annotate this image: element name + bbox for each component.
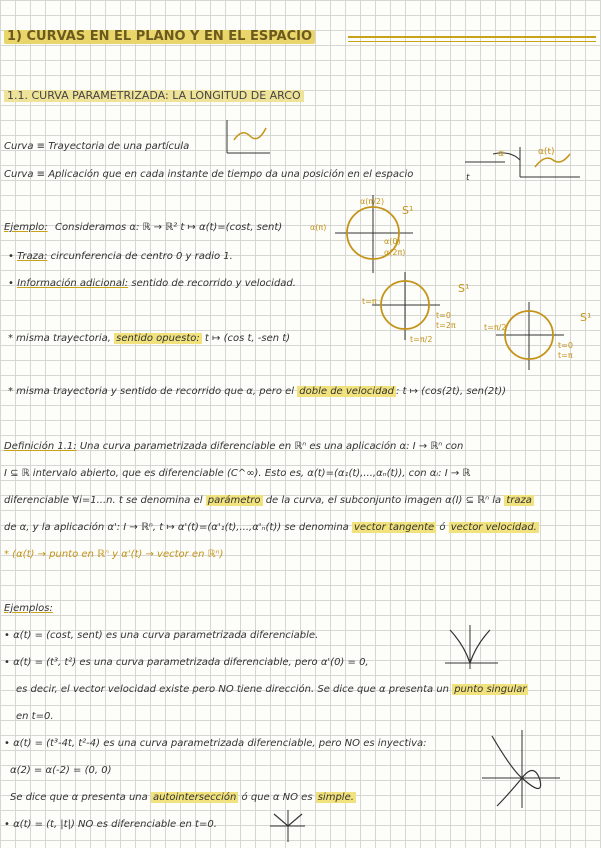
- alpha-t-label: α(t): [538, 147, 555, 157]
- section-heading: 1.1. CURVA PARAMETRIZADA: LA LONGITUD DE ARCO: [4, 90, 304, 102]
- cusp-graph: [440, 625, 500, 670]
- curva-def-1: Curva ≡ Trayectoria de una partícula: [4, 141, 190, 152]
- definicion-line-5: * (α(t) → punto en ℝⁿ y α'(t) → vector en ℝⁿ): [4, 549, 224, 560]
- label-a-pi2: α(π/2): [360, 197, 385, 206]
- page-title: 1) CURVAS EN EL PLANO Y EN EL ESPACIO: [4, 30, 315, 44]
- ejemplos-e3: • α(t) = (t³-4t, t²-4) es una curva parametrizada diferenciable, pero NO es inyectiva:: [4, 738, 427, 749]
- trajectory-sketch: [222, 118, 272, 158]
- circle-figure-2: [372, 272, 442, 342]
- ejemplo-text: Consideramos α: ℝ → ℝ² t ↦ α(t)=(cost, sent): [55, 222, 283, 233]
- self-intersection-graph: [482, 730, 562, 810]
- curva-def-2: Curva ≡ Aplicación que en cada instante de tiempo da una posición en el espacio: [4, 169, 414, 180]
- alpha-label: α: [498, 149, 504, 159]
- misma-trayectoria-1: * misma trayectoria, sentido opuesto: t ↦ (cos t, -sen t): [8, 333, 291, 344]
- label-t-pi-b: t=π: [558, 351, 573, 360]
- s1-label-1: S¹: [402, 204, 414, 217]
- ejemplos-e2c: en t=0.: [16, 711, 54, 722]
- label-t-pi: t=π: [362, 297, 377, 306]
- ejemplos-label: Ejemplos:: [4, 603, 53, 614]
- traza-bullet: • Traza: circunferencia de centro 0 y radio 1.: [8, 251, 233, 262]
- time-position-sketch: [465, 142, 585, 187]
- definicion-line-2: I ⊆ ℝ intervalo abierto, que es diferenciable (C^∞). Esto es, α(t)=(α₁(t),...,αₙ(t)), con αᵢ: I → ℝ: [4, 468, 471, 479]
- ejemplos-e2: • α(t) = (t³, t²) es una curva parametrizada diferenciable, pero α'(0) = 0,: [4, 657, 369, 668]
- label-t0-b: t=0: [558, 341, 573, 350]
- circle-figure-3: [496, 302, 566, 372]
- label-a-pi: α(π): [310, 223, 327, 232]
- s1-label-2: S¹: [458, 282, 470, 295]
- label-tpi2: t=π/2: [410, 335, 433, 344]
- label-a2pi: α(2π): [384, 248, 406, 257]
- ejemplos-e3b: α(2) = α(-2) = (0, 0): [10, 765, 112, 776]
- ejemplo-label: Ejemplo:: [4, 222, 48, 233]
- ejemplos-e4: • α(t) = (t, |t|) NO es diferenciable en t=0.: [4, 819, 217, 830]
- label-t2pi: t=2π: [436, 321, 456, 330]
- abs-graph: [270, 810, 306, 844]
- label-tpi2-b: t=π/2: [484, 323, 507, 332]
- ejemplos-e3c: Se dice que α presenta una autointersección ó que α NO es simple.: [10, 792, 354, 803]
- definicion-line-1: Definición 1.1: Una curva parametrizada diferenciable en ℝⁿ es una aplicación α: I → ℝⁿ con: [4, 441, 464, 452]
- misma-trayectoria-2: * misma trayectoria y sentido de recorrido que α, pero el doble de velocidad : t ↦ (cos(2t), sen(2t)): [8, 386, 507, 397]
- label-a0: α(0): [384, 237, 401, 246]
- info-bullet: • Información adicional: sentido de recorrido y velocidad.: [8, 278, 296, 289]
- label-t0: t=0: [436, 311, 451, 320]
- definicion-line-4: de α, y la aplicación α': I → ℝⁿ, t ↦ α'(t)=(α'₁(t),...,α'ₙ(t)) se denomina vector tangente ó vector velocidad.: [4, 522, 537, 533]
- t-label: t: [466, 173, 470, 183]
- s1-label-3: S¹: [580, 311, 592, 324]
- title-underline: [348, 36, 596, 38]
- title-underline-2: [348, 41, 596, 42]
- ejemplos-e1: • α(t) = (cost, sent) es una curva parametrizada diferenciable.: [4, 630, 319, 641]
- definicion-line-3: diferenciable ∀i=1...n. t se denomina el parámetro de la curva, el subconjunto imagen α(I) ⊆ ℝⁿ la traza: [4, 495, 532, 506]
- ejemplos-e2b: es decir, el vector velocidad existe pero NO tiene dirección. Se dice que α presenta un punto singular: [16, 684, 527, 695]
